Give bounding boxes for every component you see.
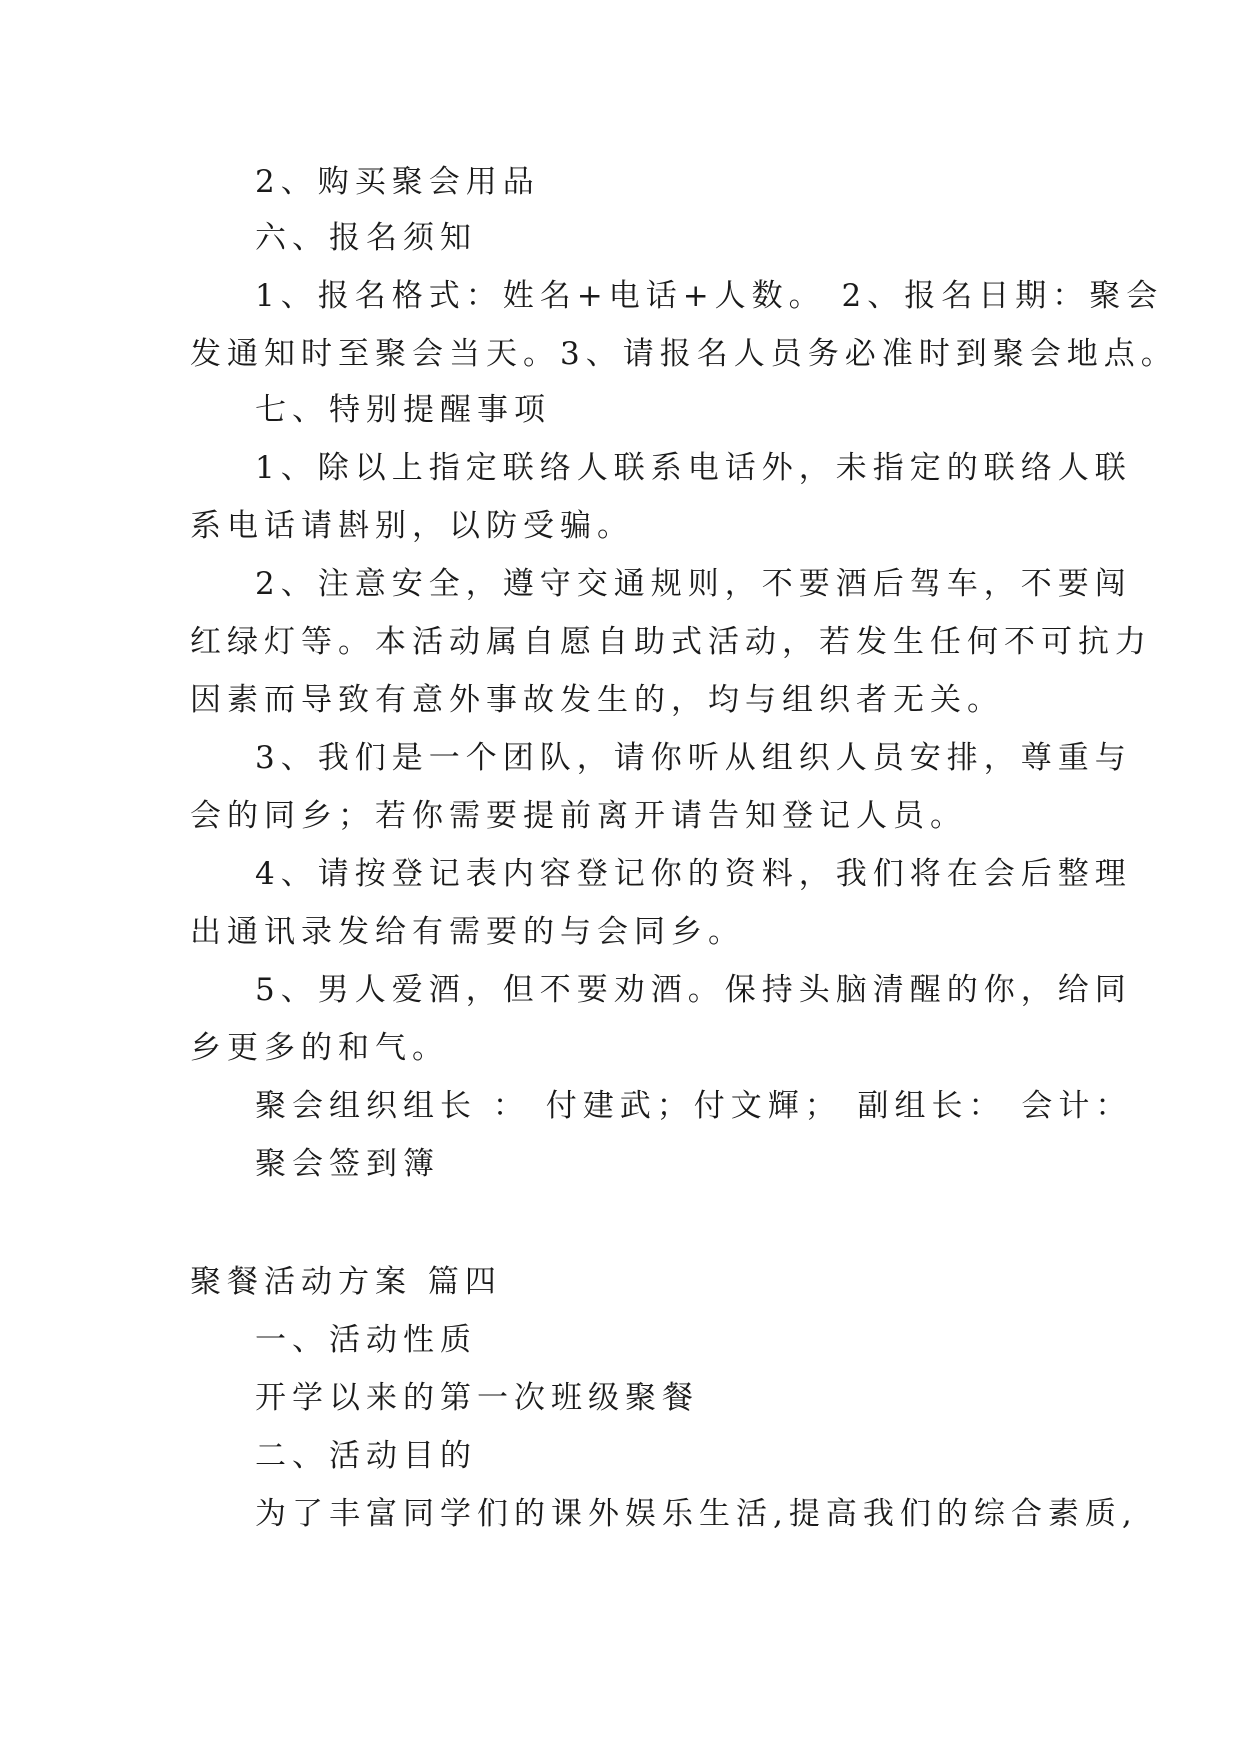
paragraph-line: 4、请按登记表内容登记你的资料，我们将在会后整理 <box>255 856 1132 892</box>
paragraph-line: 系电话请斟别，以防受骗。 <box>190 508 634 544</box>
organizer-line: 聚会组织组长 ： 付建武；付文輝； 副组长： 会计： <box>255 1088 1133 1124</box>
paragraph-line: 会的同乡；若你需要提前离开请告知登记人员。 <box>190 798 967 834</box>
section-heading: 六、报名须知 <box>255 220 477 256</box>
paragraph-line: 为了丰富同学们的课外娱乐生活,提高我们的综合素质, <box>255 1496 1138 1532</box>
paragraph-line: 2、注意安全，遵守交通规则，不要酒后驾车，不要闯 <box>255 566 1132 602</box>
paragraph-line: 1、报名格式：姓名+电话+人数。 2、报名日期：聚会 <box>255 278 1164 314</box>
paragraph-line: 3、我们是一个团队，请你听从组织人员安排，尊重与 <box>255 740 1132 776</box>
paragraph-line: 因素而导致有意外事故发生的，均与组织者无关。 <box>190 682 1004 718</box>
section-heading: 二、活动目的 <box>255 1438 477 1474</box>
paragraph-line: 红绿灯等。本活动属自愿自助式活动，若发生任何不可抗力 <box>190 624 1152 660</box>
paragraph-line: 发通知时至聚会当天。3、请报名人员务必准时到聚会地点。 <box>190 336 1178 372</box>
paragraph-line: 1、除以上指定联络人联系电话外，未指定的联络人联 <box>255 450 1132 486</box>
paragraph-line: 开学以来的第一次班级聚餐 <box>255 1380 699 1416</box>
paragraph-line: 乡更多的和气。 <box>190 1030 449 1066</box>
section-heading: 七、特别提醒事项 <box>255 392 551 428</box>
paragraph-line: 5、男人爱酒，但不要劝酒。保持头脑清醒的你，给同 <box>255 972 1132 1008</box>
section-heading: 一、活动性质 <box>255 1322 477 1358</box>
document-title: 聚餐活动方案 篇四 <box>190 1264 502 1300</box>
paragraph-line: 2、购买聚会用品 <box>255 164 540 200</box>
paragraph-line: 出通讯录发给有需要的与会同乡。 <box>190 914 745 950</box>
sign-in-book-label: 聚会签到簿 <box>255 1146 440 1182</box>
